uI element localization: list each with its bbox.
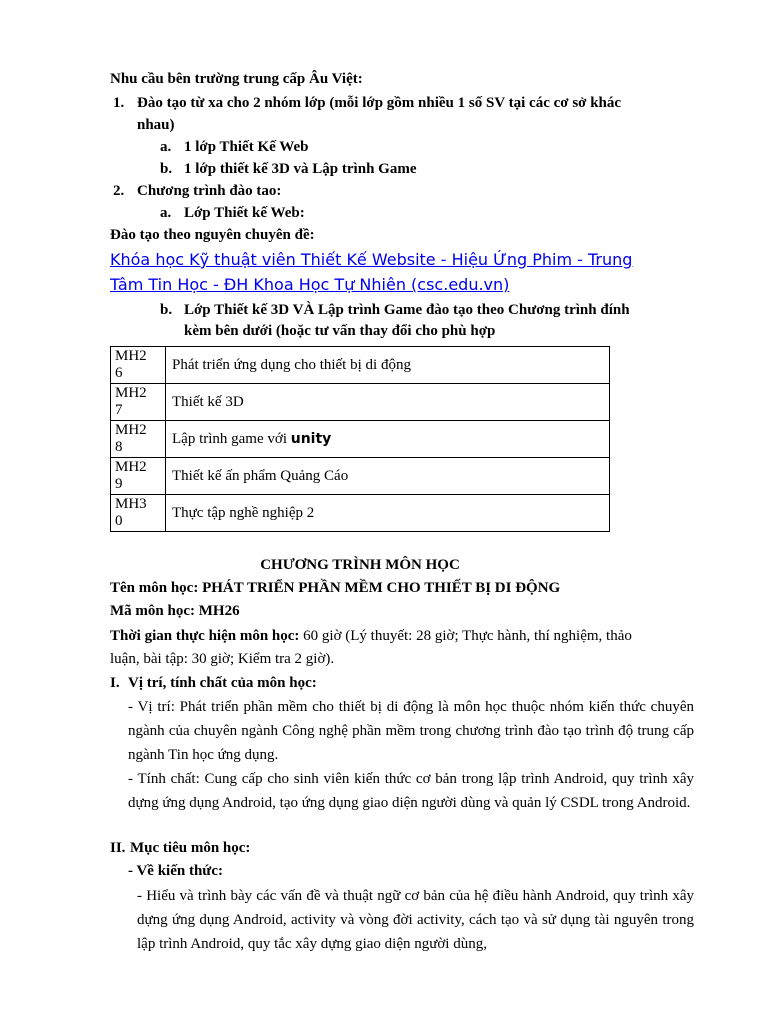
table-row [111,458,610,495]
list-letter: a. [160,205,172,221]
subject-name: Thực tập nghề nghiệp 2 [166,495,610,532]
list-item-text-cont: kèm bên dưới (hoặc tư vấn thay đổi cho phù hợp [184,323,496,339]
subject-code: MH3 0 [111,495,166,532]
list-number: 2. [113,183,125,199]
section-number: I. [110,675,120,691]
section-number: II. [110,840,126,856]
subject-code: MH2 6 [111,347,166,384]
list-letter: b. [160,161,173,177]
subject-name: Lập trình game với unity [166,421,610,458]
time-line-cont: luận, bài tập: 30 giờ; Kiểm tra 2 giờ). [110,651,335,667]
list-item-text: Chương trình đào tao: [137,183,282,199]
section-title: Vị trí, tính chất của môn học: [128,675,317,691]
list-item-text: 1 lớp Thiết Kế Web [184,139,309,155]
subject-code: MH2 9 [111,458,166,495]
list-item-text-cont: nhau) [137,117,175,133]
section-paragraph: - Tính chất: Cung cấp cho sinh viên kiến thức cơ bản trong lập trình Android, quy trình xây dựng ứng dụng Android, tạo ứng dụng giao diện người dùng và quản lý CSDL trong Android. [128,771,694,811]
section-title: Mục tiêu môn học: [130,840,251,856]
section-paragraph: - Hiểu và trình bày các vấn đề và thuật ngữ cơ bản của hệ điều hành Android, quy trình xây dựng ứng dụng Android, activity và vòng đời activity, cách tạo và sử dụng tài nguyên trong lập trình Android, quy tắc xây dựng giao diện người dùng, [137,888,694,952]
list-letter: b. [160,302,173,318]
subject-name-line: Tên môn học: PHÁT TRIỂN PHẦN MỀM CHO THIẾT BỊ DI ĐỘNG [110,580,561,596]
list-item-text: 1 lớp thiết kế 3D và Lập trình Game [184,161,417,177]
section-paragraph: - Vị trí: Phát triển phần mềm cho thiết bị di động là môn học thuộc nhóm kiến thức chuyên ngành của chuyên ngành Công nghệ phần mềm trong chương trình đào tạo trình độ trung cấp ngành Tin học ứng dụng. [128,699,694,763]
list-number: 1. [113,95,125,111]
course-link-cont[interactable]: Tâm Tin Học - ĐH Khoa Học Tự Nhiên (csc.edu.vn) [110,275,510,294]
course-link[interactable]: Khóa học Kỹ thuật viên Thiết Kế Website - Hiệu Ứng Phim - Trung [110,250,633,269]
table-row [111,347,610,384]
subject-name: Thiết kế ấn phẩm Quảng Cáo [166,458,610,495]
program-title: CHƯƠNG TRÌNH MÔN HỌC [260,557,460,573]
subject-table [110,346,610,532]
list-letter: a. [160,139,172,155]
heading: Nhu cầu bên trường trung cấp Âu Việt: [110,71,363,87]
subsection-title: - Về kiến thức: [128,863,223,879]
list-item-text: Lớp Thiết kế Web: [184,205,305,221]
list-item-text: Đào tạo từ xa cho 2 nhóm lớp (mỗi lớp gồm nhiều 1 số SV tại các cơ sở khác [137,95,622,111]
training-line: Đào tạo theo nguyên chuyên đề: [110,227,315,243]
subject-code: MH2 7 [111,384,166,421]
table-row [111,495,610,532]
subject-code: MH2 8 [111,421,166,458]
subject-name: Thiết kế 3D [166,384,610,421]
unity-label: unity [290,430,332,447]
table-row [111,421,610,458]
subject-code-line: Mã môn học: MH26 [110,603,240,619]
subject-name: Phát triển ứng dụng cho thiết bị di động [166,347,610,384]
list-item-text: Lớp Thiết kế 3D VÀ Lập trình Game đào tạo theo Chương trình đính [184,302,630,318]
time-line: Thời gian thực hiện môn học: 60 giờ (Lý thuyết: 28 giờ; Thực hành, thí nghiệm, thảo [110,628,632,644]
table-row [111,384,610,421]
